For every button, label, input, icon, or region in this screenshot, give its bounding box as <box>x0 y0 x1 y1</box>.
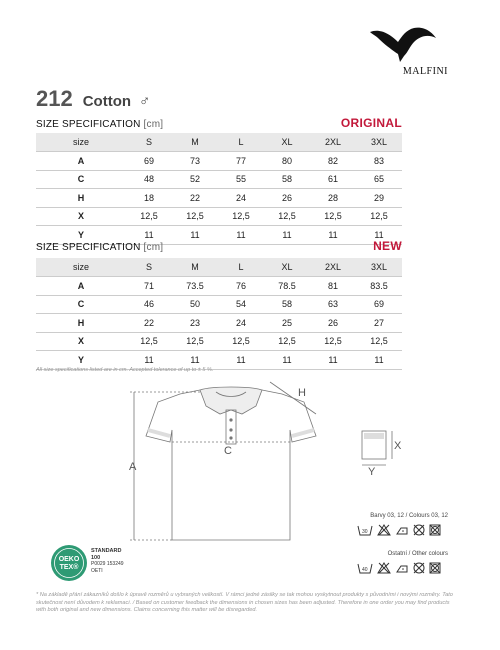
new-size-table <box>36 258 402 370</box>
size-column-header: size <box>36 258 126 277</box>
oeko-tex-badge-icon <box>50 544 88 582</box>
size-header-s: S <box>126 258 172 277</box>
table-cell: 54 <box>218 295 264 314</box>
size-header-2xl: 2XL <box>310 258 356 277</box>
size-header-m: M <box>172 258 218 277</box>
polo-shirt-diagram <box>120 380 340 550</box>
table-header-row <box>36 133 402 152</box>
table-cell: 12,5 <box>126 207 172 226</box>
no-tumble-dry-icon <box>429 524 441 536</box>
table-cell: 22 <box>172 189 218 208</box>
table-cell: 46 <box>126 295 172 314</box>
dimension-c-label: C <box>224 445 232 457</box>
product-code: 212 <box>36 86 73 111</box>
iron-icon <box>395 524 409 536</box>
svg-text:OEKO: OEKO <box>58 556 80 563</box>
dimension-x-label: X <box>394 440 402 452</box>
oeko-tex-info <box>91 548 124 574</box>
product-name: Cotton <box>82 93 132 110</box>
no-dryclean-icon <box>413 562 425 574</box>
section-title: SIZE SPECIFICATION [cm] <box>36 242 164 253</box>
certificate-institute: OETI <box>91 567 103 574</box>
table-cell: 61 <box>310 170 356 189</box>
table-cell: 48 <box>126 170 172 189</box>
table-cell: 83.5 <box>356 277 402 296</box>
eagle-icon <box>368 24 438 64</box>
table-cell: 11 <box>126 226 172 245</box>
table-cell: 11 <box>264 351 310 370</box>
no-bleach-icon <box>377 562 391 574</box>
dimension-label: X <box>36 207 126 226</box>
dimension-label: X <box>36 332 126 351</box>
no-dryclean-icon <box>413 524 425 536</box>
size-header-xl: XL <box>264 133 310 152</box>
table-cell: 12,5 <box>218 207 264 226</box>
disclaimer-text: * Na základě přání zákazníků došlo k úpravě rozměrů u vybraných velikostí. V rámci jedné zásilky se tak mohou vyskytnout produkty s původními i novými rozměry. Tato skutečnost není důvodem k reklamaci. / Based on customer feedback the dimensions in chosen sizes has been adjusted. Therefore in one order you may find products with both original and new dimensions. Claims concerning this matter will be disregarded. <box>36 592 453 613</box>
table-cell: 11 <box>218 226 264 245</box>
table-cell: 18 <box>126 189 172 208</box>
table-cell: 26 <box>310 314 356 333</box>
table-cell: 24 <box>218 189 264 208</box>
certificate-number: P0029 153249 <box>91 561 124 567</box>
table-cell: 11 <box>264 226 310 245</box>
table-cell: 12,5 <box>310 332 356 351</box>
table-cell: 73 <box>172 152 218 171</box>
dimension-label: C <box>36 170 126 189</box>
table-cell: 11 <box>356 351 402 370</box>
table-cell: 50 <box>172 295 218 314</box>
table-cell: 80 <box>264 152 310 171</box>
svg-text:30: 30 <box>362 529 368 535</box>
table-cell: 26 <box>264 189 310 208</box>
brand-logo <box>358 24 448 79</box>
section-title: SIZE SPECIFICATION [cm] <box>36 119 164 130</box>
table-cell: 77 <box>218 152 264 171</box>
size-header-l: L <box>218 133 264 152</box>
dimension-label: Y <box>36 351 126 370</box>
table-cell: 65 <box>356 170 402 189</box>
table-cell: 11 <box>172 351 218 370</box>
table-cell: 76 <box>218 277 264 296</box>
size-header-m: M <box>172 133 218 152</box>
table-cell: 12,5 <box>310 207 356 226</box>
table-cell: 52 <box>172 170 218 189</box>
table-row <box>36 295 402 314</box>
table-cell: 82 <box>310 152 356 171</box>
table-cell: 12,5 <box>218 332 264 351</box>
table-header-row <box>36 258 402 277</box>
table-cell: 12,5 <box>264 207 310 226</box>
dimension-a-label: A <box>129 461 137 473</box>
table-cell: 81 <box>310 277 356 296</box>
collar-detail-diagram <box>350 425 410 475</box>
size-header-xl: XL <box>264 258 310 277</box>
table-cell: 23 <box>172 314 218 333</box>
table-cell: 83 <box>356 152 402 171</box>
standard-number: 100 <box>91 554 101 561</box>
wash-icon <box>357 562 373 574</box>
table-cell: 11 <box>126 351 172 370</box>
table-row <box>36 152 402 171</box>
dimension-label: A <box>36 152 126 171</box>
size-header-3xl: 3XL <box>356 258 402 277</box>
new-section-header <box>36 239 402 253</box>
size-header-2xl: 2XL <box>310 133 356 152</box>
dimension-label: Y <box>36 226 126 245</box>
table-cell: 29 <box>356 189 402 208</box>
table-cell: 12,5 <box>356 332 402 351</box>
table-cell: 58 <box>264 295 310 314</box>
brand-name: MALFINI <box>402 66 448 77</box>
male-symbol-icon: ♂ <box>139 93 151 110</box>
svg-text:40: 40 <box>362 567 368 573</box>
svg-text:TEX®: TEX® <box>59 564 79 571</box>
size-column-header: size <box>36 133 126 152</box>
table-cell: 69 <box>356 295 402 314</box>
dimension-label: C <box>36 295 126 314</box>
dimension-label: A <box>36 277 126 296</box>
table-cell: 11 <box>310 226 356 245</box>
table-cell: 25 <box>264 314 310 333</box>
iron-icon <box>395 562 409 574</box>
dimension-y-label: Y <box>368 466 376 475</box>
table-cell: 27 <box>356 314 402 333</box>
tolerance-note: All size specifications listed are in cm. Accepted tolerance of up to ± 5 %. <box>36 367 214 373</box>
dimension-label: H <box>36 189 126 208</box>
colours-label-1: Barvy 03, 12 / Colours 03, 12 <box>370 513 448 519</box>
table-row <box>36 314 402 333</box>
table-cell: 73.5 <box>172 277 218 296</box>
table-cell: 12,5 <box>172 207 218 226</box>
table-cell: 28 <box>310 189 356 208</box>
size-header-3xl: 3XL <box>356 133 402 152</box>
care-symbols-1 <box>357 524 441 536</box>
table-cell: 71 <box>126 277 172 296</box>
table-cell: 12,5 <box>356 207 402 226</box>
dimension-h-label: H <box>298 387 306 399</box>
wash-icon <box>357 524 373 536</box>
table-row <box>36 277 402 296</box>
table-cell: 11 <box>218 351 264 370</box>
table-cell: 24 <box>218 314 264 333</box>
table-cell: 55 <box>218 170 264 189</box>
product-title <box>36 86 150 112</box>
table-cell: 58 <box>264 170 310 189</box>
no-bleach-icon <box>377 524 391 536</box>
no-tumble-dry-icon <box>429 562 441 574</box>
table-cell: 11 <box>310 351 356 370</box>
table-cell: 78.5 <box>264 277 310 296</box>
table-cell: 11 <box>172 226 218 245</box>
dimension-label: H <box>36 314 126 333</box>
original-size-table <box>36 133 402 245</box>
new-tag: NEW <box>373 239 402 253</box>
table-cell: 12,5 <box>264 332 310 351</box>
care-symbols-2 <box>357 562 441 574</box>
size-header-s: S <box>126 133 172 152</box>
colours-label-2: Ostatní / Other colours <box>387 551 448 557</box>
table-cell: 63 <box>310 295 356 314</box>
table-cell: 12,5 <box>172 332 218 351</box>
size-header-l: L <box>218 258 264 277</box>
table-row <box>36 332 402 351</box>
original-section-header <box>36 116 402 130</box>
table-cell: 11 <box>356 226 402 245</box>
original-tag: ORIGINAL <box>340 116 402 130</box>
table-row <box>36 189 402 208</box>
table-cell: 12,5 <box>126 332 172 351</box>
table-cell: 22 <box>126 314 172 333</box>
standard-label: STANDARD <box>91 548 122 554</box>
table-row <box>36 207 402 226</box>
table-row <box>36 170 402 189</box>
table-cell: 69 <box>126 152 172 171</box>
